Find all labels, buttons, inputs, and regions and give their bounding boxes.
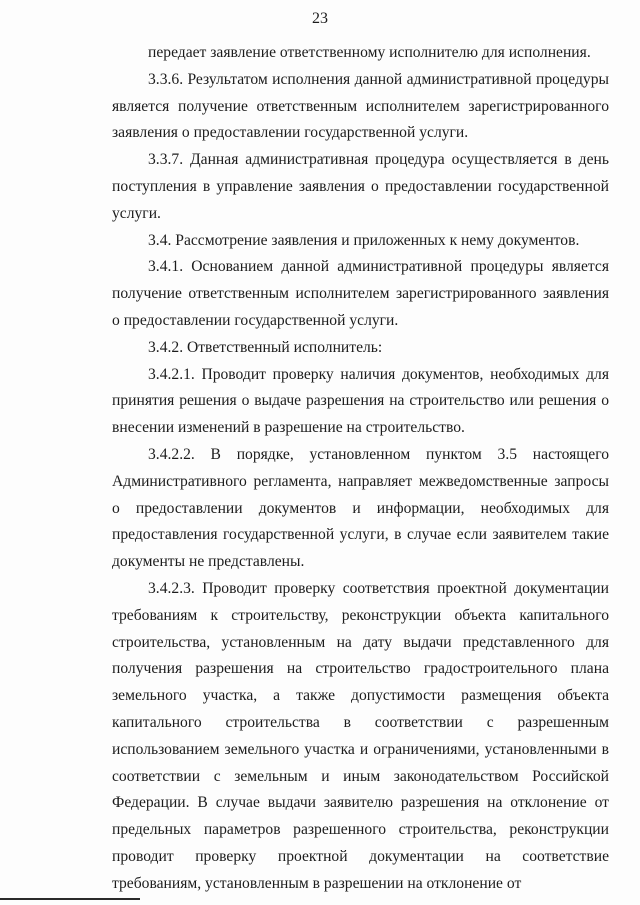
paragraph-continuation: передает заявление ответственному исполнителю для исполнения. [148, 44, 591, 61]
footnote-divider [0, 898, 140, 900]
paragraph-3-4-2-3: 3.4.2.3. Проводит проверку соответствия проектной документации требованиям к строительству, реконструкции объекта капитального строительства, установленным на дату выдачи представленного для получения разрешения на строительство градостроительного плана земельного участка, а также допустимости размещения объекта капитального строительства в соответствии с разрешенным использованием земельного участка и ограничениями, установленными в соответствии с земельным и иным законодательством Российской Федерации. В случае выдачи заявителю разрешения на отклонение от предельных параметров разрешенного строительства, реконструкции проводит проверку проектной документации на соответствие требованиям, установленным в разрешении на отклонение от [112, 579, 609, 892]
paragraph-3-3-6: 3.3.6. Результатом исполнения данной административной процедуры является получение ответственным исполнителем зарегистрированного заявления о предоставлении государственной услуги. [112, 70, 609, 142]
paragraph-3-4-2: 3.4.2. Ответственный исполнитель: [148, 338, 383, 356]
document-body [112, 40, 609, 898]
paragraph-3-4-1: 3.4.1. Основанием данной административной процедуры является получение ответственным исполнителем зарегистрированного заявления о предоставлении государственной услуги. [112, 258, 609, 329]
paragraph-3-3-7: 3.3.7. Данная административная процедура осуществляется в день поступления в управление заявления о предоставлении государственной услуги. [112, 151, 609, 222]
page-number: 23 [312, 10, 328, 27]
paragraph-3-4-2-1: 3.4.2.1. Проводит проверку наличия документов, необходимых для принятия решения о выдаче разрешения на строительство или решения о внесении изменений в разрешение на строительство. [112, 365, 609, 437]
paragraph-3-4-heading: 3.4. Рассмотрение заявления и приложенных к нему документов. [148, 231, 580, 249]
paragraph-3-4-2-2: 3.4.2.2. В порядке, установленном пунктом 3.5 настоящего Административного регламента, направляет межведомственные запросы о предоставлении документов и информации, необходимых для предоставления государственной услуги, в случае если заявителем такие документы не представлены. [112, 445, 609, 571]
